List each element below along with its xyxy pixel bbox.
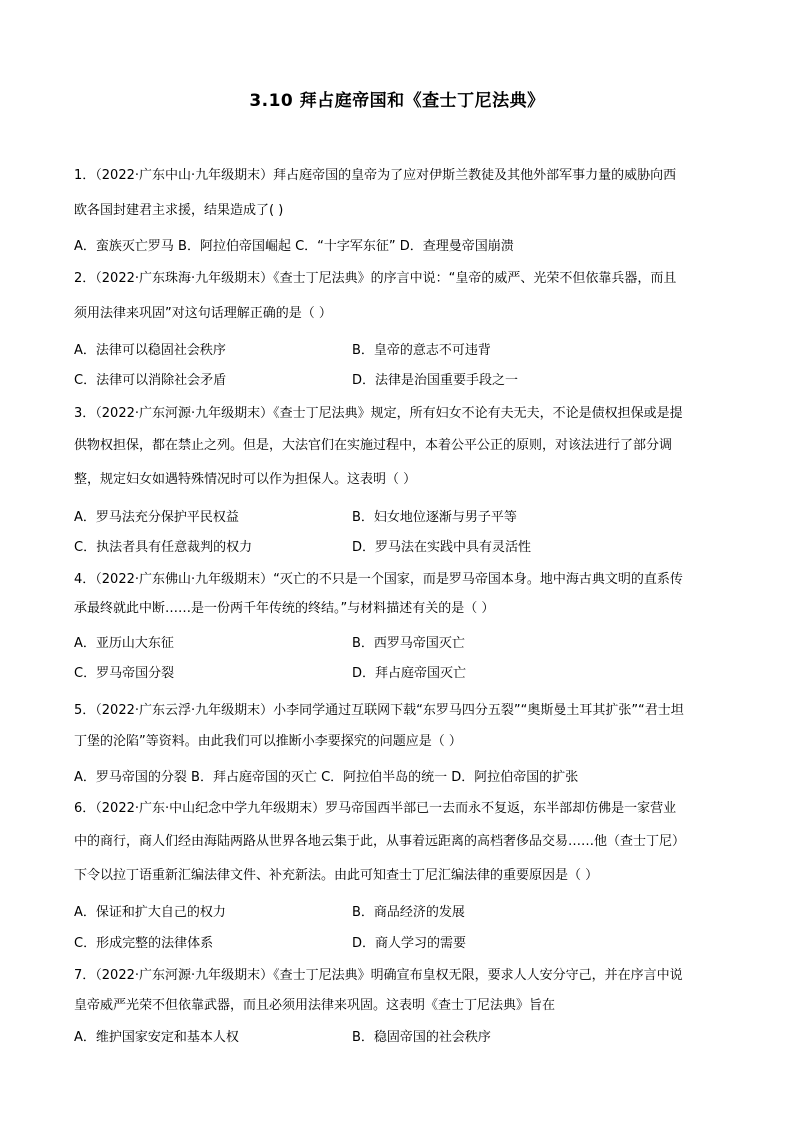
q2-stem-line-2: 须用法律来巩固”对这句话理解正确的是（ ） — [74, 306, 332, 321]
q6-stem-line-2: 中的商行，商人们经由海陆两路从世界各地云集于此，从事着远距离的高档奢侈品交易……他（查士丁尼） — [74, 834, 686, 849]
q4-stem-line-1: 4．（2022·广东佛山·九年级期末）“灭亡的不只是一个国家，而是罗马帝国本身。地中海古典文明的直系传 — [74, 572, 683, 587]
q4-option-a: A．亚历山大东征 — [74, 636, 174, 651]
q4-option-d: D．拜占庭帝国灭亡 — [352, 666, 467, 681]
q3-stem-line-3: 整，规定妇女如遇特殊情况时可以作为担保人。这表明（ ） — [74, 472, 417, 487]
q1-stem-line-1: 1．（2022·广东中山·九年级期末）拜占庭帝国的皇帝为了应对伊斯兰教徒及其他外部军事力量的威胁向西 — [74, 168, 677, 183]
q5-stem-line-1: 5．（2022·广东云浮·九年级期末）小李同学通过互联网下载“东罗马四分五裂”“奥斯曼土耳其扩张”“君士坦 — [74, 703, 684, 718]
q6-stem-line-3: 下令以拉丁语重新汇编法律文件、补充新法。由此可知查士丁尼汇编法律的重要原因是（ ） — [74, 868, 599, 883]
q3-option-b: B．妇女地位逐渐与男子平等 — [352, 510, 517, 525]
q7-option-a: A．维护国家安定和基本人权 — [74, 1030, 239, 1045]
q6-option-c: C．形成完整的法律体系 — [74, 936, 214, 951]
q4-option-b: B．西罗马帝国灭亡 — [352, 636, 465, 651]
q3-option-c: C．执法者具有任意裁判的权力 — [74, 540, 253, 555]
q1-stem-line-2: 欧各国封建君主求援，结果造成了( ) — [74, 203, 284, 218]
q7-option-b: B．稳固帝国的社会秩序 — [352, 1030, 491, 1045]
q3-stem-line-2: 供物权担保，都在禁止之列。但是，大法官们在实施过程中，本着公平公正的原则，对该法进行了部分调 — [74, 438, 673, 453]
q2-option-c: C．法律可以消除社会矛盾 — [74, 373, 227, 388]
q2-option-a: A．法律可以稳固社会秩序 — [74, 343, 226, 358]
q6-option-a: A．保证和扩大自己的权力 — [74, 905, 226, 920]
q4-stem-line-2: 承最终就此中断……是一份两千年传统的终结。”与材料描述有关的是（ ） — [74, 601, 495, 616]
q7-stem-line-2: 皇帝威严光荣不但依靠武器，而且必须用法律来巩固。这表明《查士丁尼法典》旨在 — [74, 998, 556, 1013]
page-title: 3.10 拜占庭帝国和《查士丁尼法典》 — [249, 91, 545, 111]
q6-option-b: B．商品经济的发展 — [352, 905, 465, 920]
q2-option-d: D．法律是治国重要手段之一 — [352, 373, 519, 388]
q7-stem-line-1: 7．（2022·广东河源·九年级期末）《查士丁尼法典》明确宣布皇权无限，要求人人安分守己，并在序言中说 — [74, 968, 683, 983]
q2-stem-line-1: 2．（2022·广东珠海·九年级期末）《查士丁尼法典》的序言中说：“皇帝的威严、光荣不但依靠兵器，而且 — [74, 271, 677, 286]
q4-option-c: C．罗马帝国分裂 — [74, 666, 175, 681]
q2-option-b: B．皇帝的意志不可违背 — [352, 343, 491, 358]
q1-options: A．蛮族灭亡罗马 B．阿拉伯帝国崛起 C．“十字军东征” D．查理曼帝国崩溃 — [74, 239, 514, 254]
q3-option-a: A．罗马法充分保护平民权益 — [74, 510, 239, 525]
q3-option-d: D．罗马法在实践中具有灵活性 — [352, 540, 532, 555]
q3-stem-line-1: 3．（2022·广东河源·九年级期末）《查士丁尼法典》规定，所有妇女不论有夫无夫，不论是债权担保或是提 — [74, 406, 683, 421]
q6-option-d: D．商人学习的需要 — [352, 936, 467, 951]
q6-stem-line-1: 6．（2022·广东·中山纪念中学九年级期末）罗马帝国西半部已一去而永不复返，东半部却仿佛是一家营业 — [74, 801, 677, 816]
q5-stem-line-2: 丁堡的沦陷”等资料。由此我们可以推断小李要探究的问题应是（ ） — [74, 734, 462, 749]
q5-options: A．罗马帝国的分裂 B．拜占庭帝国的灭亡 C．阿拉伯半岛的统一 D．阿拉伯帝国的扩张 — [74, 770, 579, 785]
